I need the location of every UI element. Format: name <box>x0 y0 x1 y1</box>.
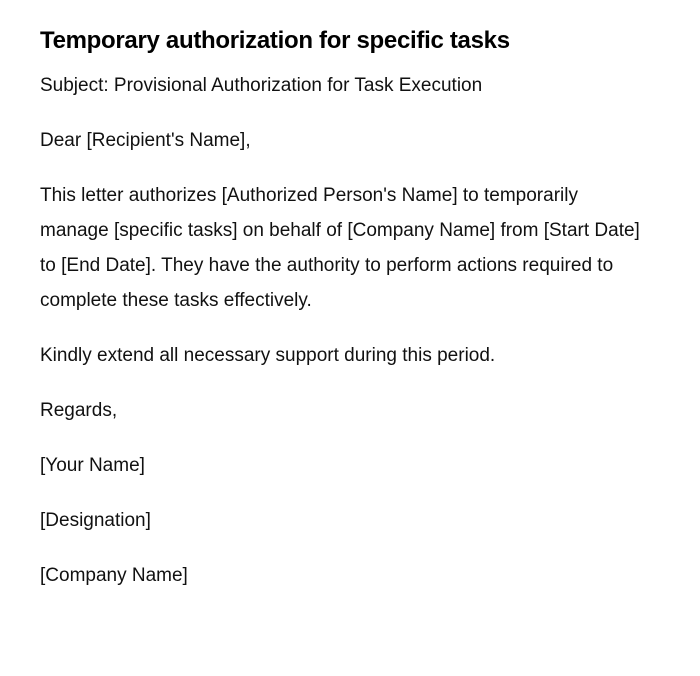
salutation: Dear [Recipient's Name], <box>40 130 251 151</box>
signature-name: [Your Name] <box>40 455 145 476</box>
subject-line: Subject: Provisional Authorization for Task Execution <box>40 75 483 96</box>
closing: Regards, <box>40 400 118 421</box>
letter-document <box>40 24 640 593</box>
signature-company: [Company Name] <box>40 565 188 586</box>
support-request: Kindly extend all necessary support during this period. <box>40 345 496 366</box>
body-paragraph: This letter authorizes [Authorized Person's Name] to temporarily manage [specific tasks] on behalf of [Company Name] from [Start Date] to [End Date]. They have the authority to perform actions required to complete these tasks effectively. <box>40 185 640 311</box>
document-title: Temporary authorization for specific tasks <box>40 27 510 54</box>
signature-designation: [Designation] <box>40 510 151 531</box>
